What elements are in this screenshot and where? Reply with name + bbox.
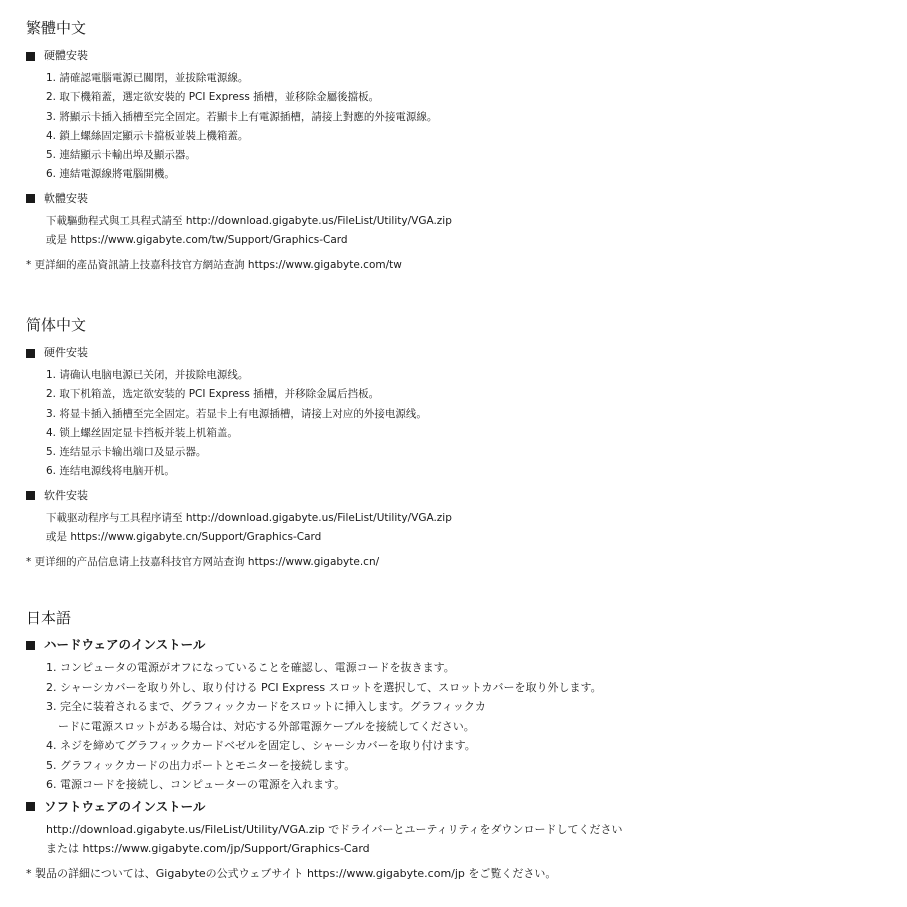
- software-install-header: [26, 488, 897, 504]
- step-6: 6. 连结电源线将电脑开机。: [46, 465, 175, 478]
- software-install-header: [26, 799, 897, 815]
- hardware-install-label: 硬體安裝: [44, 49, 88, 62]
- software-line-1: http://download.gigabyte.us/FileList/Utility/VGA.zip でドライバーとユーティリティをダウンロードしてください: [46, 822, 623, 836]
- square-bullet-icon: [26, 349, 35, 358]
- footnote: * 製品の詳細については、Gigabyteの公式ウェブサイト https://www.gigabyte.com/jp をご覧ください。: [26, 866, 557, 880]
- square-bullet-icon: [26, 641, 35, 650]
- step-3: 3. 將顯示卡插入插槽至完全固定。若顯卡上有電源插槽，請接上對應的外接電源線。: [46, 110, 438, 123]
- section-title: 简体中文: [26, 316, 87, 334]
- step-5: 5. グラフィックカードの出力ポートとモニターを接続します。: [46, 758, 356, 772]
- step-3-continued: ードに電源スロットがある場合は、対応する外部電源ケーブルを接続してください。: [58, 719, 475, 733]
- software-line-2: 或是 https://www.gigabyte.cn/Support/Graphics-Card: [46, 531, 322, 544]
- step-1: 1. コンピュータの電源がオフになっていることを確認し、電源コードを抜きます。: [46, 661, 455, 674]
- footnote: * 更详细的产品信息请上技嘉科技官方网站查询 https://www.gigabyte.cn/: [26, 556, 380, 569]
- step-2: 2. 取下机箱盖，选定欲安装的 PCI Express 插槽，并移除金属后挡板。: [46, 388, 380, 401]
- hardware-install-label: 硬件安装: [44, 346, 88, 359]
- square-bullet-icon: [26, 52, 35, 61]
- step-1: 1. 請確認電腦電源已關閉，並拔除電源線。: [46, 72, 249, 84]
- step-5: 5. 連結顯示卡輸出埠及顯示器。: [46, 149, 196, 162]
- software-line-2: または https://www.gigabyte.com/jp/Support/Graphics-Card: [46, 842, 370, 855]
- step-6: 6. 電源コードを接続し、コンピューターの電源を入れます。: [46, 778, 346, 791]
- software-install-label: 軟體安裝: [44, 191, 88, 205]
- hardware-install-header: [26, 48, 897, 64]
- section-zh-cn: [26, 315, 897, 570]
- square-bullet-icon: [26, 491, 35, 500]
- square-bullet-icon: [26, 194, 35, 203]
- step-2: 2. シャーシカバーを取り外し、取り付ける PCI Express スロットを選択して、スロットカバーを取り外します。: [46, 680, 602, 694]
- step-4: 4. 锁上螺丝固定显卡挡板并装上机箱盖。: [46, 426, 238, 439]
- software-line-1: 下載驱动程序与工具程序请至 http://download.gigabyte.us/FileList/Utility/VGA.zip: [46, 511, 452, 524]
- software-line-2: 或是 https://www.gigabyte.com/tw/Support/Graphics-Card: [46, 234, 348, 247]
- hardware-install-label: ハードウェアのインストール: [44, 637, 206, 652]
- step-5: 5. 连结显示卡输出端口及显示器。: [46, 446, 207, 459]
- footnote: * 更詳細的產品資訊請上技嘉科技官方網站查詢 https://www.gigabyte.com/tw: [26, 259, 402, 272]
- step-4: 4. 鎖上螺絲固定顯示卡擋板並裝上機箱蓋。: [46, 129, 249, 142]
- square-bullet-icon: [26, 802, 35, 811]
- hardware-install-header: [26, 345, 897, 361]
- software-line-1: 下載驅動程式與工具程式請至 http://download.gigabyte.us/FileList/Utility/VGA.zip: [46, 214, 452, 227]
- software-install-label: ソフトウェアのインストール: [44, 798, 206, 814]
- section-zh-tw: [26, 18, 897, 273]
- step-4: 4. ネジを締めてグラフィックカードベゼルを固定し、シャーシカバーを取り付けます。: [46, 739, 476, 752]
- step-2: 2. 取下機箱蓋，選定欲安裝的 PCI Express 插槽，並移除金屬後擋板。: [46, 91, 380, 104]
- step-1: 1. 请确认电脑电源已关闭，并拔除电源线。: [46, 369, 249, 381]
- hardware-install-header: [26, 637, 897, 653]
- software-install-label: 软件安装: [44, 488, 88, 502]
- section-ja: [26, 608, 897, 882]
- step-3: 3. 将显卡插入插槽至完全固定。若显卡上有电源插槽，请接上对应的外接电源线。: [46, 407, 427, 420]
- step-3: 3. 完全に装着されるまで、グラフィックカードをスロットに挿入します。グラフィックカ: [46, 700, 486, 713]
- section-title: 日本語: [26, 609, 72, 627]
- step-6: 6. 連結電源線將電腦開機。: [46, 168, 175, 181]
- software-install-header: [26, 191, 897, 207]
- section-title: 繁體中文: [26, 19, 87, 37]
